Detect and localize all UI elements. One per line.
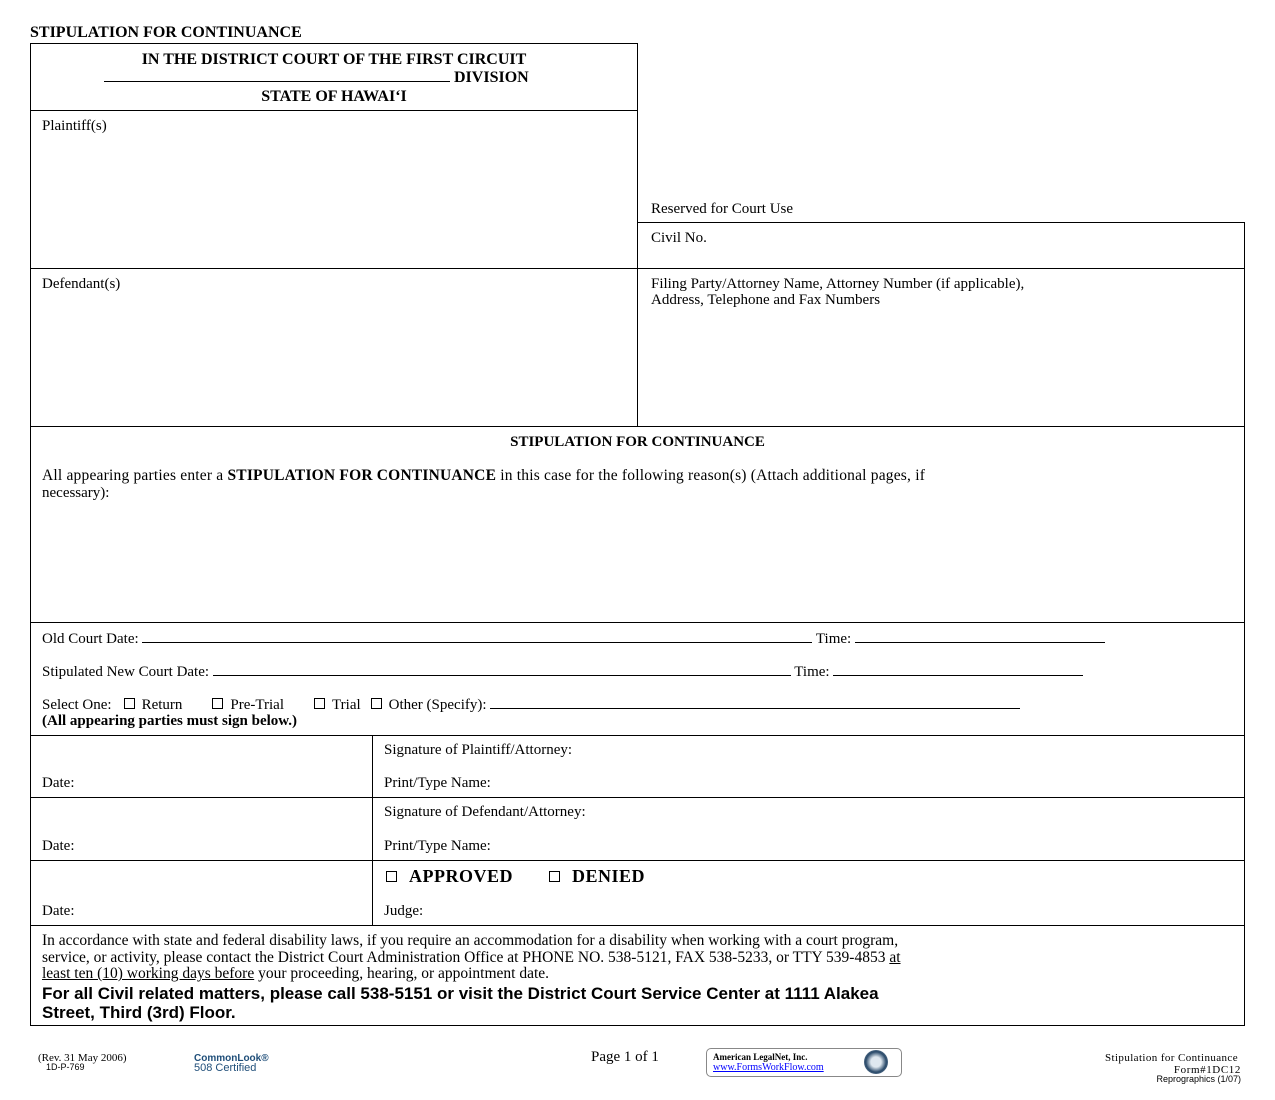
civil-info-1: For all Civil related matters, please call 538-5151 or visit the District Court Service Center at 1111 Alakea [42,984,879,1003]
reason-pre: All appearing parties enter a [42,467,228,484]
plaintiff-signature-label[interactable]: Signature of Plaintiff/Attorney: [384,742,573,758]
date-label[interactable]: Date: [42,775,75,791]
civil-info-2: Street, Third (3rd) Floor. [42,1003,236,1022]
form-title: STIPULATION FOR CONTINUANCE [30,24,302,41]
state-label: STATE OF HAWAI‘I [261,88,407,105]
court-name: IN THE DISTRICT COURT OF THE FIRST CIRCUIT [141,51,527,68]
reason-bold: STIPULATION FOR CONTINUANCE [227,467,497,484]
legalnet-url[interactable]: www.FormsWorkFlow.com [713,1062,824,1073]
defendant-label: Defendant(s) [42,276,121,292]
divider [30,925,1245,926]
notice-line-3 [42,965,549,983]
legalnet-globe-icon [864,1050,888,1074]
new-date-row [42,663,1083,681]
revision-date: (Rev. 31 May 2006) [38,1052,127,1064]
other-field[interactable] [490,696,1020,709]
division-line[interactable] [104,69,529,87]
filing-party-label-2: Address, Telephone and Fax Numbers [651,292,881,308]
plaintiff-label: Plaintiff(s) [42,118,107,134]
old-date-field[interactable] [142,630,812,643]
notice-underline: least ten (10) working days before [42,965,255,982]
form-code: 1D-P-769 [46,1062,85,1072]
old-date-label: Old Court Date: [42,631,139,647]
approved-checkbox[interactable] [386,871,397,882]
reason-text-2: necessary): [42,485,110,501]
old-time-field[interactable] [855,630,1105,643]
plaintiff-print-name-label[interactable]: Print/Type Name: [384,775,491,791]
notice-line-1: In accordance with state and federal disability laws, if you require an accommodation for a disability when working with a court program, [42,932,899,949]
notice-text: service, or activity, please contact the District Court Administration Office at PHONE NO. 538-5121, FAX 538-5233, or TTY 539-4853 [42,949,890,966]
select-one-label: Select One: [42,697,112,713]
reason-post: in this case for the following reason(s) (Attach additional pages, if [496,467,926,484]
new-date-field[interactable] [213,663,791,676]
approved-label: APPROVED [409,866,513,886]
commonlook-certified: 508 Certified [194,1062,257,1074]
notice-text: your proceeding, hearing, or appointment date. [254,965,550,982]
divider [30,735,1245,736]
pretrial-checkbox[interactable] [212,698,223,709]
divider [372,735,373,925]
new-time-field[interactable] [833,663,1083,676]
return-checkbox[interactable] [124,698,135,709]
right-box [637,222,1245,427]
trial-checkbox[interactable] [314,698,325,709]
defendant-print-name-label[interactable]: Print/Type Name: [384,838,491,854]
footer-form-number: Form#1DC12 [1173,1064,1241,1076]
time-label: Time: [794,664,830,680]
divider [30,797,1245,798]
date-label[interactable]: Date: [42,903,75,919]
ruling-row [384,866,645,887]
commonlook-logo: CommonLook® [194,1053,269,1064]
denied-checkbox[interactable] [549,871,560,882]
divider [30,110,638,111]
notice-underline: at [889,949,901,966]
section-title: STIPULATION FOR CONTINUANCE [510,434,765,450]
trial-label: Trial [332,697,361,713]
old-date-row [42,630,1105,648]
divider [30,860,1245,861]
time-label: Time: [815,631,852,647]
new-date-label: Stipulated New Court Date: [42,664,210,680]
divider [30,622,1245,623]
return-label: Return [141,697,183,713]
division-label: DIVISION [454,69,529,86]
reason-text [42,467,925,485]
page-number: Page 1 of 1 [591,1049,659,1065]
civil-no-label[interactable]: Civil No. [651,230,707,246]
must-sign-note: (All appearing parties must sign below.) [42,713,298,729]
select-one-row [42,696,1020,714]
footer-reprographics: Reprographics (1/07) [1156,1074,1241,1084]
pretrial-label: Pre-Trial [230,697,285,713]
footer-form-name: Stipulation for Continuance [1104,1052,1238,1064]
denied-label: DENIED [572,866,646,886]
other-label: Other (Specify): [388,697,487,713]
judge-label[interactable]: Judge: [384,903,424,919]
legalnet-name: American LegalNet, Inc. [713,1052,808,1062]
date-label[interactable]: Date: [42,838,75,854]
reserved-label: Reserved for Court Use [651,201,794,217]
defendant-signature-label[interactable]: Signature of Defendant/Attorney: [384,804,586,820]
filing-party-label-1: Filing Party/Attorney Name, Attorney Number (if applicable), [651,276,1025,292]
other-checkbox[interactable] [371,698,382,709]
